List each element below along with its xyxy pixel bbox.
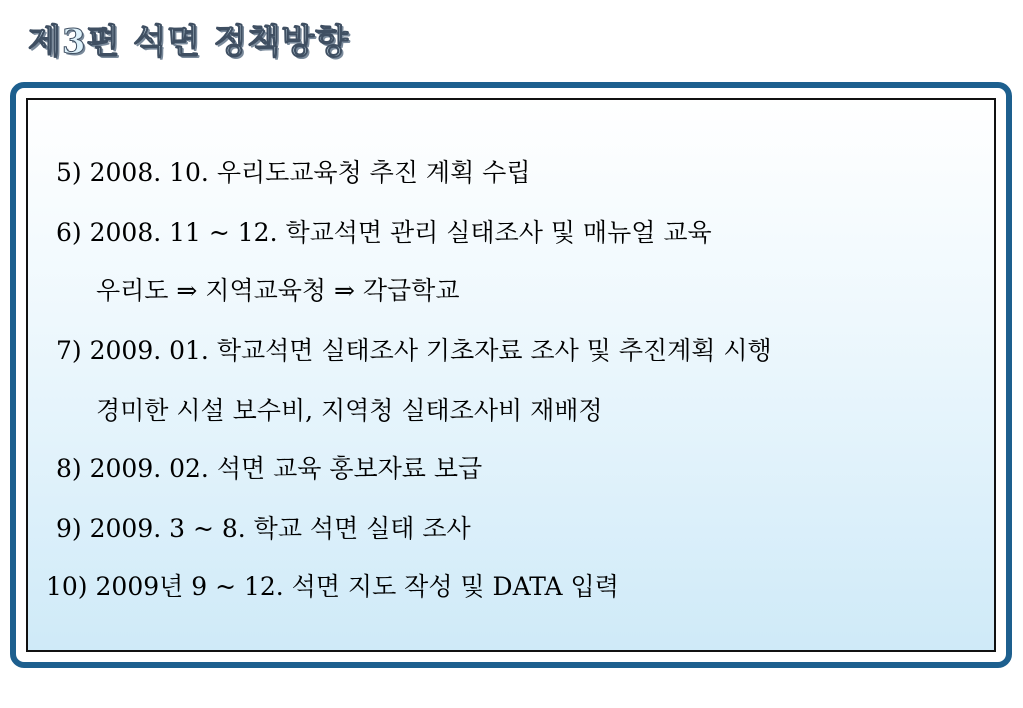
- list-item-7: 7) 2009. 01. 학교석면 실태조사 기초자료 조사 및 추진계획 시행: [56, 336, 772, 365]
- content-frame: [10, 82, 1012, 668]
- content-box: [26, 98, 996, 652]
- slide-title: 제3편 석면 정책방향: [28, 22, 350, 62]
- list-item-9: 9) 2009. 3 ~ 8. 학교 석면 실태 조사: [56, 514, 471, 543]
- list-item-10: 10) 2009년 9 ~ 12. 석면 지도 작성 및 DATA 입력: [46, 572, 619, 601]
- list-item-6-detail: 우리도 ⇒ 지역교육청 ⇒ 각급학교: [96, 276, 460, 305]
- list-item-8: 8) 2009. 02. 석면 교육 홍보자료 보급: [56, 454, 483, 483]
- list-item-7-detail: 경미한 시설 보수비, 지역청 실태조사비 재배정: [96, 396, 603, 425]
- list-item-5: 5) 2008. 10. 우리도교육청 추진 계획 수립: [56, 158, 531, 187]
- list-item-6: 6) 2008. 11 ~ 12. 학교석면 관리 실태조사 및 매뉴얼 교육: [56, 218, 712, 247]
